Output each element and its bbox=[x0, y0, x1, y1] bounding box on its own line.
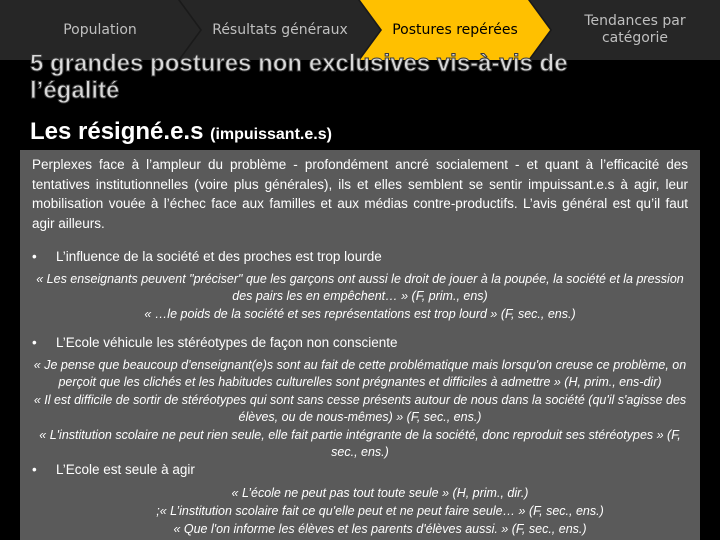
quote: « Je pense que beaucoup d'enseignant(e)s sont au fait de cette problématique mais lorsqu'on creuse ce problème, on perçoit que les clichés et les habitudes culturelles sont prégnantes et difficiles à admettre » (H, prim., ens-dir) bbox=[33, 357, 687, 389]
quote: « Il est difficile de sortir de stéréotypes qui sont sans cesse présents autour de nous dans la société (qu'il s'agisse des élèves, ou de nous-mêmes) » (F, sec., ens.) bbox=[33, 392, 687, 424]
quote-group bbox=[80, 484, 680, 538]
slide-title bbox=[30, 50, 568, 104]
quote: « L'institution scolaire ne peut rien seule, elle fait partie intégrante de la société, donc reproduit ses stéréotypes » (F, sec., ens.) bbox=[39, 427, 681, 459]
bullet-item: • L’Ecole véhicule les stéréotypes de façon non consciente bbox=[32, 333, 688, 353]
slide-subtitle bbox=[30, 118, 332, 149]
nav-step-label: Population bbox=[63, 21, 137, 38]
bullet-item: • L’influence de la société et des proches est trop lourde bbox=[32, 247, 688, 267]
slide-title-line-1: 5 grandes postures non exclusives vis-à-vis de bbox=[30, 50, 568, 77]
bullet-item: • L’Ecole est seule à agir bbox=[32, 460, 356, 480]
quote: ;« L’institution scolaire fait ce qu'elle peut et ne peut faire seule… » (F, sec., ens.) bbox=[156, 504, 604, 518]
slide-title-line-2: l’égalité bbox=[30, 77, 120, 104]
intro-paragraph: Perplexes face à l’ampleur du problème - profondément ancré socialement - et quant à l’efficacité des tentatives institutionnelles (voire plus générales), ils et elles semblent se sentir impuissant.e.s à agir, leur mobilisation vouée à l’échec face aux familles et aux médias contre-productifs. L’avis général est qu’il faut agir ailleurs. bbox=[32, 157, 688, 231]
quote: « Les enseignants peuvent "préciser" que les garçons ont aussi le droit de jouer à la poupée, la société et la pression des pairs les en empêchent… » (F, prim., ens) bbox=[36, 271, 684, 303]
content-text bbox=[32, 155, 688, 464]
quote: « …le poids de la société et ses représentations est trop lourd » (F, sec., ens.) bbox=[144, 306, 576, 321]
nav-step-label: Postures repérées bbox=[392, 21, 518, 38]
quote: « Que l'on informe les élèves et les parents d'élèves aussi. » (F, sec., ens.) bbox=[173, 522, 587, 536]
subtitle-qualifier: (impuissant.e.s) bbox=[210, 126, 332, 143]
nav-step-label: Tendances par catégorie bbox=[584, 13, 686, 46]
subtitle-main: Les résigné.e.s bbox=[30, 118, 204, 145]
quote: « L’école ne peut pas tout toute seule » (H, prim., dir.) bbox=[231, 486, 529, 500]
nav-step-label: Résultats généraux bbox=[212, 21, 348, 38]
